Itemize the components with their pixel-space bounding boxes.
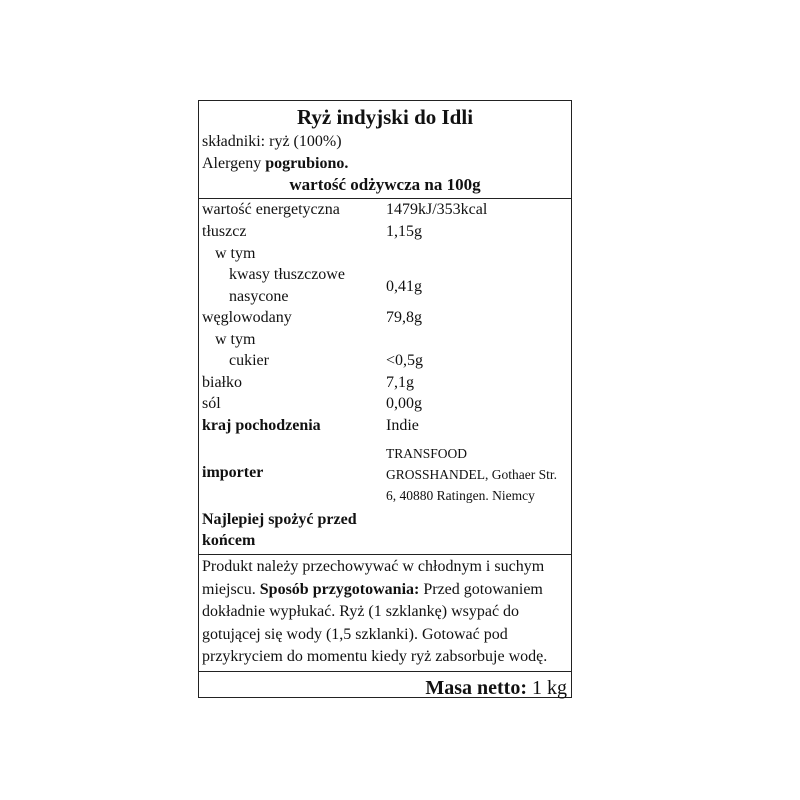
- storage-line: dokładnie wypłukać. Ryż (1 szklankę) wsypać do: [202, 603, 520, 620]
- allergens-prefix: Alergeny: [202, 155, 266, 172]
- nutrition-value-saturates: 0,41g: [386, 278, 422, 295]
- divider: [199, 671, 571, 672]
- nutrition-name-protein: białko: [202, 374, 242, 391]
- nutrition-value-salt: 0,00g: [386, 395, 422, 412]
- nutrition-value-sugar: <0,5g: [386, 352, 424, 369]
- importer-line: TRANSFOOD: [386, 446, 468, 461]
- ingredients-text: składniki: ryż (100%): [202, 133, 342, 150]
- net-weight-label: Masa netto:: [425, 677, 527, 699]
- nutrition-value-fat: 1,15g: [386, 223, 422, 240]
- product-title: Ryż indyjski do Idli: [296, 105, 474, 129]
- nutrition-value-protein: 7,1g: [386, 374, 414, 391]
- storage-instructions: [202, 556, 572, 669]
- storage-text: miejscu.: [202, 580, 260, 598]
- storage-line: gotującej się wody (1,5 szklanki). Gotować pod: [202, 625, 508, 643]
- importer-line: 6, 40880 Ratingen. Niemcy: [386, 488, 535, 503]
- storage-text: Przed gotowaniem: [419, 580, 543, 598]
- net-weight: [425, 677, 567, 700]
- origin-label: kraj pochodzenia: [202, 417, 321, 434]
- nutrition-name-saturates-cont: nasycone: [229, 288, 289, 305]
- nutrition-title: wartość odżywcza na 100g: [289, 175, 481, 194]
- nutrition-name-energy: wartość energetyczna: [202, 201, 340, 218]
- net-weight-value: 1 kg: [527, 677, 567, 699]
- best-before-label-cont: końcem: [202, 532, 256, 549]
- importer-label: importer: [202, 464, 264, 481]
- product-label: [198, 100, 572, 698]
- nutrition-name-of-which: w tym: [215, 331, 256, 348]
- storage-line: [202, 579, 572, 602]
- nutrition-name-sugar: cukier: [229, 352, 269, 369]
- divider: [199, 554, 571, 555]
- nutrition-value-carbs: 79,8g: [386, 309, 422, 326]
- importer-line: GROSSHANDEL, Gothaer Str.: [386, 467, 557, 482]
- nutrition-name-saturates: kwasy tłuszczowe: [229, 266, 345, 283]
- nutrition-name-fat: tłuszcz: [202, 223, 247, 240]
- storage-line: Produkt należy przechowywać w chłodnym i suchym: [202, 558, 545, 575]
- nutrition-value-energy: 1479kJ/353kcal: [386, 201, 488, 218]
- allergens-bold: pogrubiono.: [265, 155, 349, 172]
- origin-value: Indie: [386, 417, 419, 434]
- divider: [199, 198, 571, 199]
- preparation-label: Sposób przygotowania:: [259, 580, 420, 598]
- allergens-text: [202, 155, 348, 173]
- importer-address: [386, 443, 571, 506]
- storage-line: przykryciem do momentu kiedy ryż zabsorbuje wodę.: [202, 648, 548, 665]
- best-before-label: Najlepiej spożyć przed: [202, 511, 357, 528]
- nutrition-name-carbs: węglowodany: [202, 309, 292, 326]
- nutrition-name-salt: sól: [202, 395, 221, 412]
- nutrition-name-of-which: w tym: [215, 245, 256, 262]
